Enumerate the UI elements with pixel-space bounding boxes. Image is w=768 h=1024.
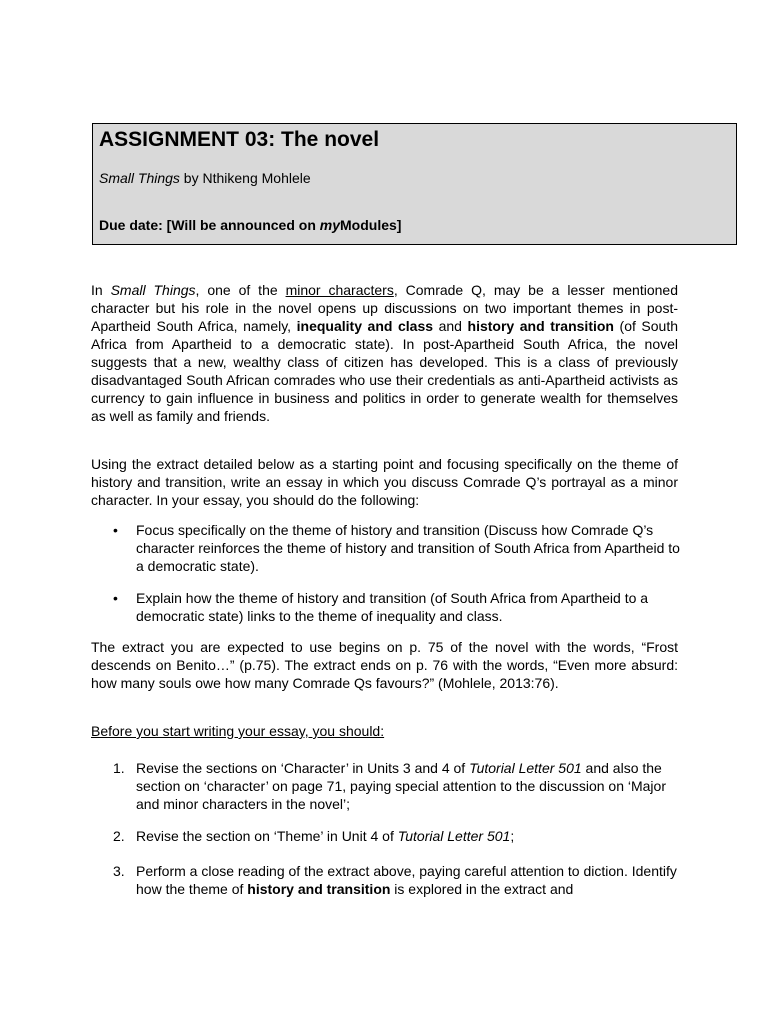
assignment-title: ASSIGNMENT 03: The novel: [99, 128, 380, 151]
intro-text-4: and: [433, 318, 468, 334]
intro-book-title: Small Things: [110, 282, 196, 298]
intro-text-3: , Comrade Q, may be a lesser mentioned character but his role in the novel opens up discussions on two important themes in post-Apartheid South Africa, namely,: [91, 282, 678, 334]
item-number: 1.: [113, 760, 125, 776]
intro-text-1: In: [91, 282, 111, 298]
book-title: Small Things: [99, 170, 180, 186]
assignment-header-box: [92, 123, 737, 245]
item-text-part: ;: [510, 828, 515, 844]
bullet-item: [91, 589, 681, 625]
bullet-marker: •: [113, 590, 118, 606]
bullet-text: Focus specifically on the theme of history and transition (Discuss how Comrade Q’s character reinforces the theme of history and transition of South Africa from Apartheid to a democratic state).: [136, 522, 680, 574]
due-date-suffix: Modules]: [340, 217, 402, 233]
item-text: [136, 827, 681, 845]
theme-history: history and transition: [467, 318, 614, 334]
tutorial-letter-ref: Tutorial Letter 501: [469, 760, 582, 776]
bullet-text: Explain how the theme of history and transition (of South Africa from Apartheid to a democratic state) links to the theme of inequality and class.: [136, 590, 649, 624]
before-writing-text: Before you start writing your essay, you should:: [91, 723, 385, 739]
bullet-marker: •: [113, 522, 118, 538]
item-text: [136, 862, 681, 898]
tutorial-letter-ref: Tutorial Letter 501: [397, 828, 511, 844]
item-text: [136, 759, 681, 813]
intro-text-2: , one of the: [195, 282, 286, 298]
extract-paragraph: The extract you are expected to use begins on p. 75 of the novel with the words, “Frost descends on Benito…” (p.75). The extract ends on p. 76 with the words, “Even more absurd: how many souls owe how many Comrade Qs favours?” (Mohlele, 2013:76).: [91, 639, 678, 691]
item-text-part: is explored in the extract and: [390, 881, 574, 897]
item-number: 2.: [113, 828, 125, 844]
intro-paragraph: [91, 281, 678, 425]
instructions-paragraph: Using the extract detailed below as a starting point and focusing specifically on the theme of history and transition, write an essay in which you discuss Comrade Q’s portrayal as a minor character. In your essay, you should do the following:: [91, 456, 678, 508]
bullet-item: [91, 521, 681, 575]
theme-inequality: inequality and class: [296, 318, 434, 334]
due-date-my: my: [319, 217, 341, 233]
item-text-part: Perform a close reading of the extract above, paying careful attention to diction. Identify how the theme of: [136, 863, 677, 897]
book-author: by Nthikeng Mohlele: [179, 170, 311, 186]
item-text-part: and also the section on ‘character’ on page 71, paying special attention to the discussion on ‘Major and minor characters in the novel’;: [136, 760, 666, 812]
theme-history-bold: history and transition: [247, 881, 391, 897]
due-date-prefix: Due date: [Will be announced on: [99, 217, 320, 233]
book-subtitle: [99, 169, 311, 187]
minor-characters-link: minor characters: [285, 282, 394, 298]
item-text-part: Revise the sections on ‘Character’ in Units 3 and 4 of: [136, 760, 470, 776]
due-date: [99, 216, 401, 234]
before-writing-heading: [91, 722, 678, 740]
item-text-part: Revise the section on ‘Theme’ in Unit 4 of: [136, 828, 398, 844]
intro-text-5: (of South Africa from Apartheid to a democratic state). In post-Apartheid South Africa, the novel suggests that a new, wealthy class of citizen has developed. This is a class of previously disadvantaged South African comrades who use their credentials as anti-Apartheid activists as currency to gain influence in business and politics in order to generate wealth for themselves as well as family and friends.: [91, 318, 679, 424]
item-number: 3.: [113, 863, 125, 879]
